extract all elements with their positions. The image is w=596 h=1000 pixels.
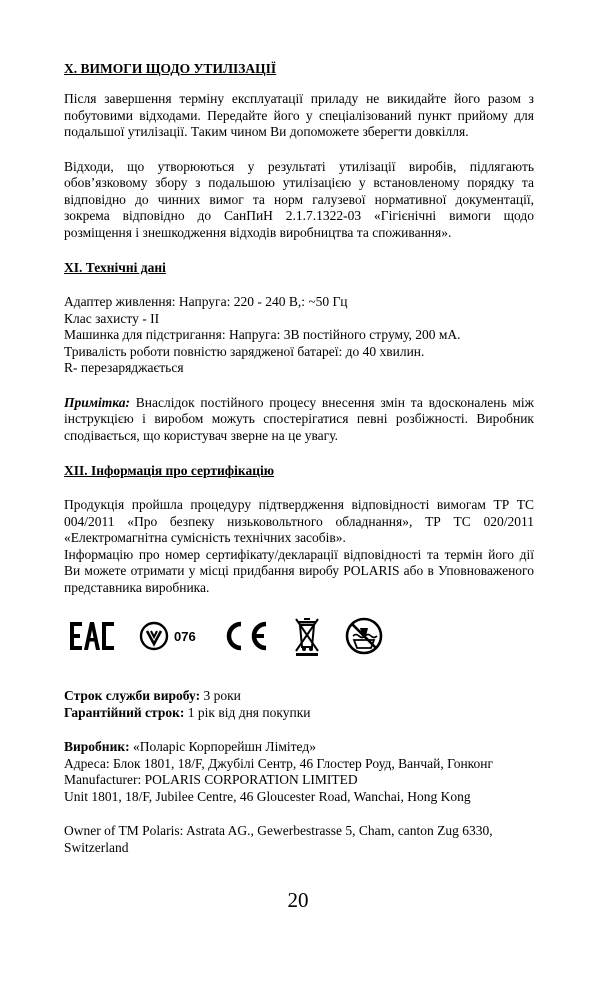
certification-marks — [68, 608, 534, 664]
address-ua-line: Адреса: Блок 1801, 18/F, Джубілі Сентр, 46 Глостер Роуд, Ванчай, Гонконг — [64, 755, 494, 771]
note-paragraph — [64, 395, 534, 445]
service-info — [64, 688, 534, 721]
no-water-immersion-icon — [344, 616, 384, 656]
service-life-label: Строк служби виробу: — [64, 688, 201, 703]
ce-mark-icon — [218, 618, 270, 654]
document-page — [64, 60, 534, 856]
certification-paragraph-1: Продукція пройшла процедуру підтвердження відповідності вимогам ТР ТС 004/2011 «Про безпеку низьковольтного обладнання», ТР ТС 020/2011 «Електромагнітна сумісність технічних засобів». — [64, 497, 534, 545]
service-life-value: 3 роки — [200, 688, 241, 703]
address-en-line: Unit 1801, 18/F, Jubilee Centre, 46 Gloucester Road, Wanchai, Hong Kong — [64, 788, 471, 804]
section-10-title: Х. ВИМОГИ ЩОДО УТИЛІЗАЦІЇ — [64, 61, 277, 76]
weee-crossed-bin-icon — [292, 615, 322, 657]
ua-trident-mark-icon — [138, 620, 170, 652]
certification-paragraph-2: Інформацію про номер сертифікату/декларації відповідності та термін його дії Ви можете отримати у місці придбання виробу POLARIS або в Уповноваженого представника виробника. — [64, 546, 534, 595]
ua-mark-number: 076 — [174, 628, 196, 644]
section-11-title: XI. Технічні дані — [64, 260, 166, 275]
warranty-label: Гарантійний строк: — [64, 704, 185, 720]
warranty-line — [64, 705, 534, 722]
manufacturer-line — [64, 739, 534, 756]
eac-mark-icon — [68, 620, 116, 652]
manufacturer-info — [64, 739, 534, 805]
note-label: Примітка: — [64, 394, 131, 410]
ua-conformity-mark — [138, 620, 196, 652]
manufacturer-label: Виробник: — [64, 739, 130, 754]
disposal-paragraph-1: Після завершення терміну експлуатації приладу не викидайте його разом з побутовими відходами. Передайте його у спеціалізований пункт прийому для подальшої утилізації. Таким чином Ви допоможете зберегти довкілля. — [64, 91, 534, 139]
page-number: 20 — [287, 888, 309, 912]
trademark-owner: Owner of TM Polaris: Astrata AG., Gewerbestrasse 5, Cham, canton Zug 6330, Switzerland — [64, 823, 493, 855]
manufacturer-name: «Поларіс Корпорейшн Лімітед» — [129, 739, 316, 754]
manufacturer-en-line: Manufacturer: POLARIS CORPORATION LIMITED — [64, 772, 358, 787]
spec-line-protection-class: Клас захисту - ІІ — [64, 310, 160, 326]
disposal-paragraph-2: Відходи, що утворюються у результаті утилізації виробів, підлягають обов’язковому збору з подальшою утилізацією у встановленому порядку та відповідно до чинних вимог та норм галузевої нормативної документації, зокрема відповідно до СанПиН 2.1.7.1322-03 «Гігієнічні вимоги щодо розміщення і знешкодження відходів виробництва та споживання». — [64, 158, 534, 240]
service-life-line — [64, 688, 534, 705]
spec-line-runtime: Тривалість роботи повністю зарядженої батареї: до 40 хвилин. — [64, 343, 425, 359]
warranty-value: 1 рік від дня покупки — [184, 704, 311, 720]
note-text: Внаслідок постійного процесу внесення змін та вдосконалень між інструкцією і виробом можуть спостерігатися певні розбіжності. Виробник сподівається, що користувач зверне на це увагу. — [64, 394, 534, 443]
spec-line-adapter: Адаптер живлення: Напруга: 220 - 240 В,: ~50 Гц — [64, 294, 348, 309]
specs-list — [64, 294, 534, 377]
spec-line-rechargeable: R- перезаряджається — [64, 360, 184, 375]
spec-line-clipper: Машинка для підстригання: Напруга: 3В постійного струму, 200 мА. — [64, 327, 461, 342]
section-12-title: XII. Інформація про сертифікацію — [64, 463, 275, 478]
